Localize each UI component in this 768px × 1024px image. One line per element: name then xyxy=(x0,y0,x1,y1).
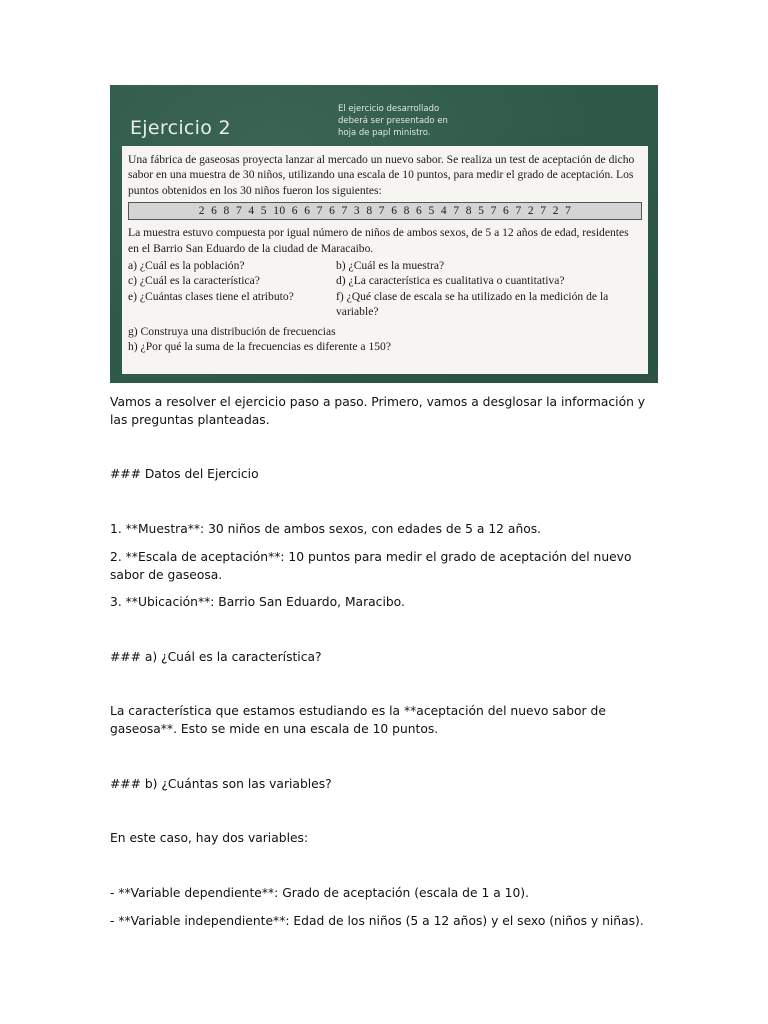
intro-paragraph: Vamos a resolver el ejercicio paso a paso. Primero, vamos a desglosar la información y las preguntas planteadas. xyxy=(110,395,646,427)
note-line-2: deberá ser presentado en xyxy=(338,116,448,126)
question-g: g) Construya una distribución de frecuencias xyxy=(128,324,336,338)
note-line-3: hoja de papl ministro. xyxy=(338,128,431,138)
list-item-escala: 2. **Escala de aceptación**: 10 puntos para medir el grado de aceptación del nuevo sabor de gaseosa. xyxy=(110,550,632,582)
list-item-ubicacion: 3. **Ubicación**: Barrio San Eduardo, Maracibo. xyxy=(110,595,405,609)
exercise-note xyxy=(338,103,488,139)
caracteristica-paragraph: La característica que estamos estudiando es la **aceptación del nuevo sabor de gaseosa**. Esto se mide en una escala de 10 puntos. xyxy=(110,704,606,736)
heading-variables: ### b) ¿Cuántas son las variables? xyxy=(110,777,332,791)
question-h: h) ¿Por qué la suma de la frecuencias es diferente a 150? xyxy=(128,340,391,354)
exercise-sheet xyxy=(122,146,648,374)
question-d: d) ¿La característica es cualitativa o cuantitativa? xyxy=(336,274,565,288)
sample-description: La muestra estuvo compuesta por igual número de niños de ambos sexos, de 5 a 12 años de edad, residentes en el Barrio San Eduardo de la ciudad de Maracaibo. xyxy=(128,226,629,255)
heading-datos: ### Datos del Ejercicio xyxy=(110,467,259,481)
question-f: f) ¿Qué clase de escala se ha utilizado en la medición de la variable? xyxy=(336,289,609,319)
exercise-title: Ejercicio 2 xyxy=(130,117,231,139)
questions-grid xyxy=(128,258,642,320)
data-values-bar: 2 6 8 7 4 5 10 6 6 7 6 7 3 8 7 6 8 6 5 4 7 8 5 7 6 7 2 7 2 7 xyxy=(128,202,642,220)
list-item-muestra: 1. **Muestra**: 30 niños de ambos sexos, con edades de 5 a 12 años. xyxy=(110,522,542,536)
bullet-independiente: - **Variable independiente**: Edad de los niños (5 a 12 años) y el sexo (niños y niñas). xyxy=(110,914,644,928)
question-a: a) ¿Cuál es la población? xyxy=(128,259,245,273)
variables-intro: En este caso, hay dos variables: xyxy=(110,831,309,845)
note-line-1: El ejercicio desarrollado xyxy=(338,104,440,114)
exercise-image xyxy=(110,85,658,383)
question-e: e) ¿Cuántas clases tiene el atributo? xyxy=(128,289,294,303)
question-b: b) ¿Cuál es la muestra? xyxy=(336,259,445,273)
exercise-intro: Una fábrica de gaseosas proyecta lanzar al mercado un nuevo sabor. Se realiza un test de aceptación de dicho sabor en una muestra de 30 niños, utilizando una escala de 10 puntos, para medir el grado de aceptación. Los puntos obtenidos en los 30 niños fueron los siguientes: xyxy=(128,153,635,197)
question-c: c) ¿Cuál es la característica? xyxy=(128,274,260,288)
bullet-dependiente: - **Variable dependiente**: Grado de aceptación (escala de 1 a 10). xyxy=(110,886,529,900)
heading-caracteristica: ### a) ¿Cuál es la característica? xyxy=(110,650,322,664)
